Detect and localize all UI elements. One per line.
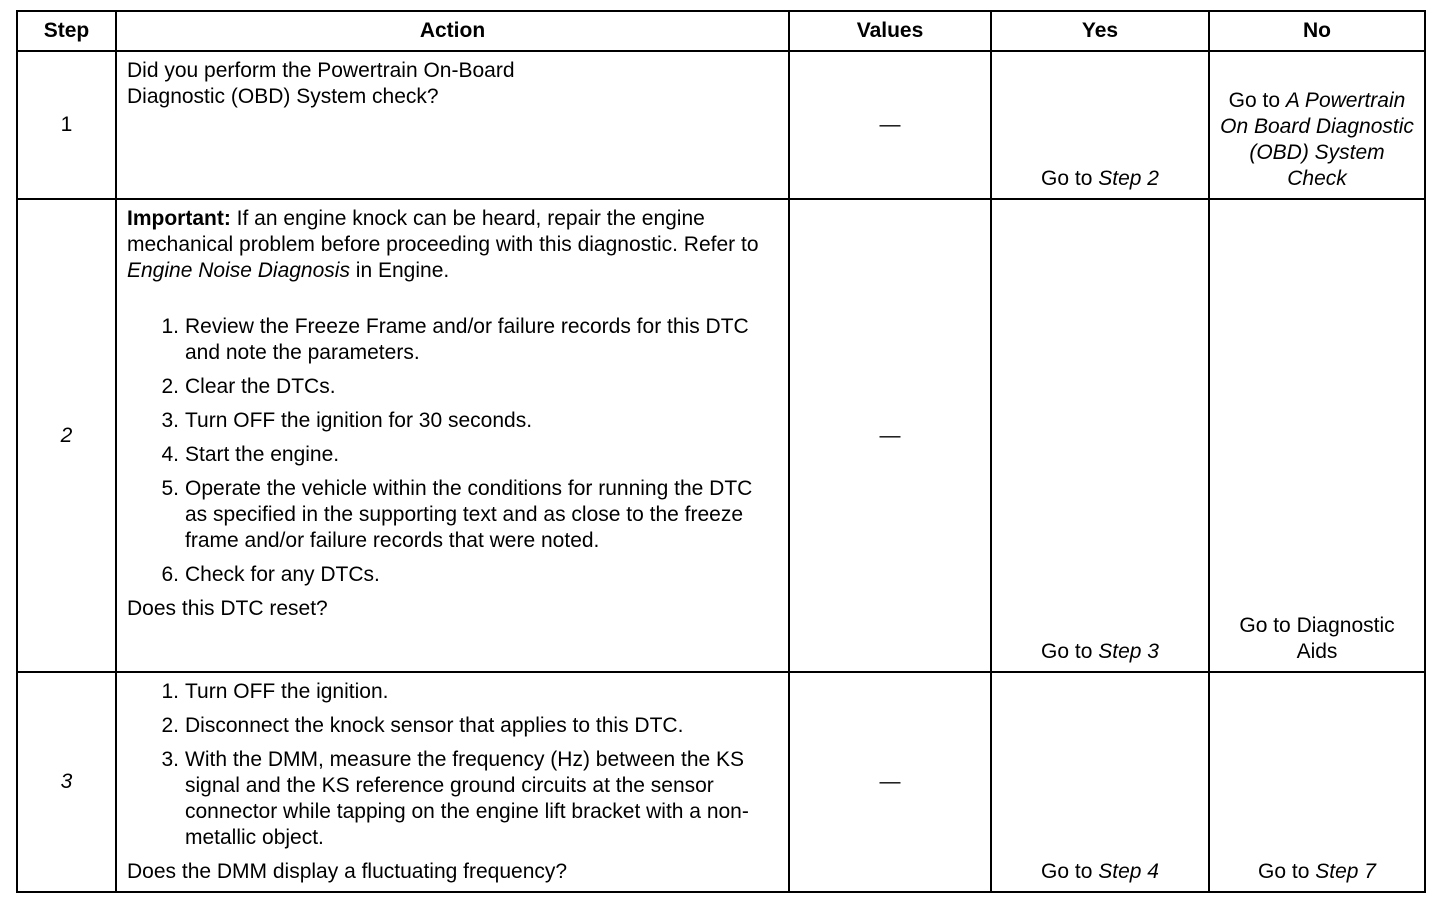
important-tail: in Engine. <box>349 259 450 282</box>
important-label: Important: <box>127 207 231 230</box>
important-reference[interactable]: Engine Noise Diagnosis <box>127 259 350 282</box>
header-row <box>17 11 1425 51</box>
action-question: Does the DMM display a fluctuating frequency? <box>127 860 568 883</box>
table-row <box>17 672 1425 892</box>
diagnostic-table <box>16 10 1426 893</box>
list-item: 4. Start the engine. <box>161 443 340 466</box>
important-note <box>127 206 778 284</box>
no-prefix: Go to <box>1258 860 1316 883</box>
yes-link[interactable]: Step 4 <box>1098 860 1159 883</box>
important-text: If an engine knock can be heard, repair the engine mechanical problem before proceeding with this diagnostic. Refer to <box>127 207 759 256</box>
header-action: Action <box>116 11 789 51</box>
no-link[interactable]: A Powertrain On Board Diagnostic (OBD) System Check <box>1220 89 1414 190</box>
action-cell <box>116 199 789 672</box>
no-text[interactable]: Go to Diagnostic Aids <box>1239 614 1395 663</box>
step-number: 2 <box>17 199 116 672</box>
step-number: 3 <box>17 672 116 892</box>
list-item: 2. Disconnect the knock sensor that applies to this DTC. <box>161 714 684 737</box>
yes-link[interactable]: Step 2 <box>1098 167 1159 190</box>
yes-cell <box>991 51 1209 199</box>
yes-prefix: Go to <box>1041 860 1099 883</box>
value-cell: — <box>789 51 991 199</box>
no-prefix: Go to <box>1228 89 1286 112</box>
yes-prefix: Go to <box>1041 167 1099 190</box>
list-item: 3. With the DMM, measure the frequency (Hz) between the KS signal and the KS reference ground circuits at the sensor connector while tapping on the engine lift bracket with a non-metallic object. <box>161 748 749 849</box>
action-cell <box>116 51 789 199</box>
step-number: 1 <box>17 51 116 199</box>
list-item: 1. Turn OFF the ignition. <box>161 680 389 703</box>
step-list <box>127 679 778 851</box>
table-row <box>17 51 1425 199</box>
list-item: 3. Turn OFF the ignition for 30 seconds. <box>161 409 533 432</box>
no-link[interactable]: Step 7 <box>1315 860 1376 883</box>
no-cell <box>1209 199 1425 672</box>
yes-cell <box>991 199 1209 672</box>
header-no: No <box>1209 11 1425 51</box>
no-cell <box>1209 672 1425 892</box>
list-item: 2. Clear the DTCs. <box>161 375 336 398</box>
step-list <box>127 314 778 588</box>
yes-prefix: Go to <box>1041 640 1099 663</box>
yes-cell <box>991 672 1209 892</box>
header-step: Step <box>17 11 116 51</box>
action-question: Does this DTC reset? <box>127 597 328 620</box>
list-item: 1. Review the Freeze Frame and/or failure records for this DTC and note the parameters. <box>161 315 749 364</box>
list-item: 6. Check for any DTCs. <box>161 563 380 586</box>
action-question: Did you perform the Powertrain On-Board Diagnostic (OBD) System check? <box>127 59 515 108</box>
value-cell: — <box>789 199 991 672</box>
value-cell: — <box>789 672 991 892</box>
table-row <box>17 199 1425 672</box>
header-values: Values <box>789 11 991 51</box>
no-cell <box>1209 51 1425 199</box>
action-cell <box>116 672 789 892</box>
list-item: 5. Operate the vehicle within the conditions for running the DTC as specified in the supporting text and as close to the freeze frame and/or failure records that were noted. <box>161 477 753 552</box>
yes-link[interactable]: Step 3 <box>1098 640 1159 663</box>
header-yes: Yes <box>991 11 1209 51</box>
